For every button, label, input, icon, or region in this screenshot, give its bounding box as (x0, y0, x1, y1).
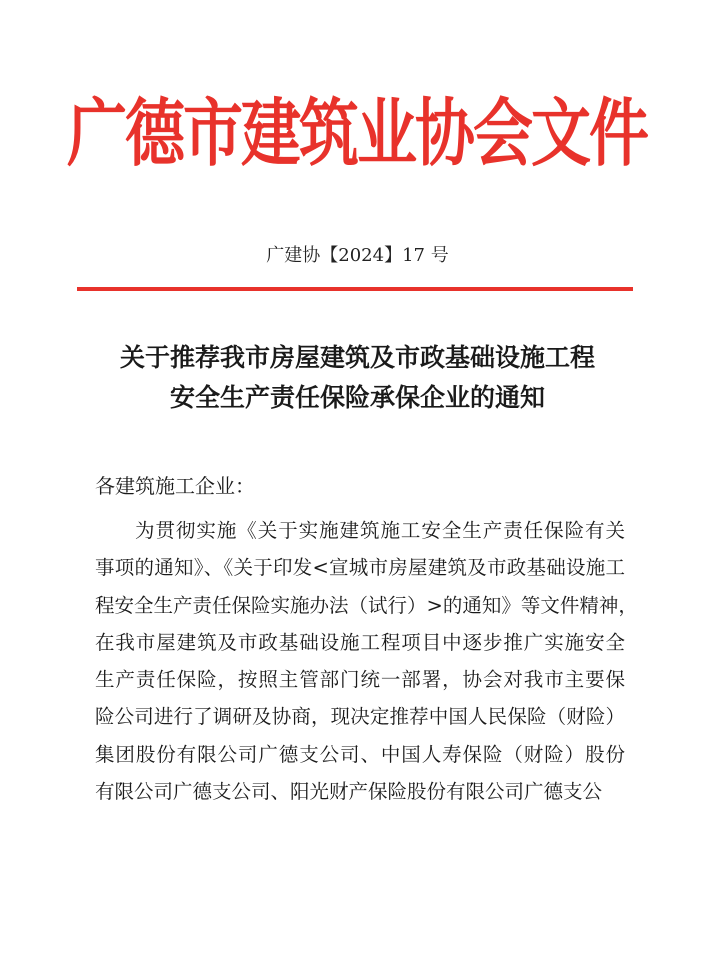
body-line: 在我市屋建筑及市政基础设施工程项目中逐步推广实施安全 (95, 630, 625, 654)
body-line: 险公司进行了调研及协商，现决定推荐中国人民保险（财险） (95, 705, 625, 729)
document-title-line: 关于推荐我市房屋建筑及市政基础设施工程 (119, 343, 595, 372)
body-line: 程安全生产责任保险实施办法（试行）>的通知》等文件精神， (95, 593, 638, 617)
document-body (95, 512, 638, 810)
document-title (60, 338, 655, 418)
red-divider-line (77, 287, 633, 291)
document-header-title: 广德市建筑业协会文件 (67, 91, 647, 177)
body-line: 事项的通知》、《关于印发<宣城市房屋建筑及市政基础设施工 (95, 556, 625, 580)
salutation: 各建筑施工企业： (95, 474, 255, 498)
body-line: 有限公司广德支公司、阳光财产保险股份有限公司广德支公 (95, 780, 603, 804)
body-line: 集团股份有限公司广德支公司、中国人寿保险（财险）股份 (95, 742, 625, 766)
body-line: 为贯彻实施《关于实施建筑施工安全生产责任保险有关 (135, 519, 625, 542)
body-line: 生产责任保险，按照主管部门统一部署，协会对我市主要保 (95, 668, 625, 692)
document-number: 广建协【2024】17 号 (266, 245, 449, 266)
document-title-line: 安全生产责任保险承保企业的通知 (169, 383, 545, 412)
